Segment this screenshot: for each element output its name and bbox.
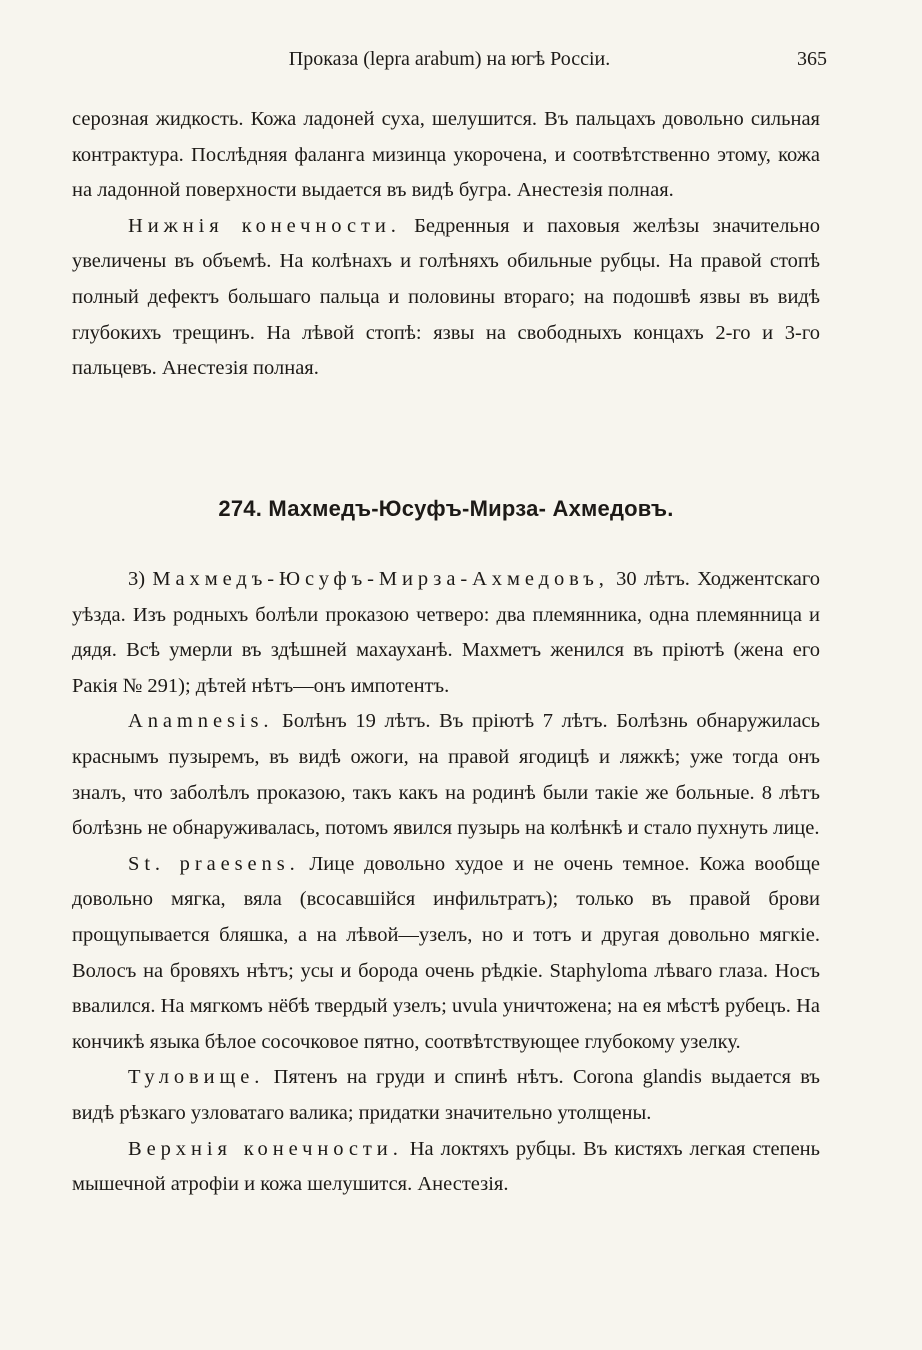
- paragraph-text: Бедренныя и паховыя желѣзы значительно увеличены въ объемѣ. На колѣнахъ и голѣняхъ обильные рубцы. На правой стопѣ полный дефектъ большаго пальца и половины втораго; на подошвѣ язвы въ видѣ глубокихъ трещинъ. На лѣвой стопѣ: язвы на свободныхъ концахъ 2-го и 3-го пальцевъ. Анестезія полная.: [72, 214, 820, 380]
- paragraph-lead: Нижнія конечности.: [128, 214, 401, 237]
- paragraph-lead: Верхнія конечности.: [128, 1137, 403, 1160]
- paragraph-upper-limbs: [72, 1132, 820, 1203]
- paragraph-text: Пятенъ на груди и спинѣ нѣтъ. Corona glandis выдается въ видѣ рѣзкаго узловатаго валика; придатки значительно утолщены.: [72, 1066, 820, 1124]
- page-number: 365: [797, 48, 827, 70]
- paragraph-status-praesens: [72, 847, 820, 1061]
- paragraph-lead: Туловище.: [128, 1066, 265, 1089]
- paragraph-continuation: серозная жидкость. Кожа ладоней суха, шелушится. Въ пальцахъ довольно сильная контрактура. Послѣдняя фаланга мизинца укорочена, и соотвѣтственно этому, кожа на ладонной поверхности выдается въ видѣ бугра. Анестезія полная.: [72, 108, 820, 202]
- paragraph-anamnesis: [72, 704, 820, 846]
- paragraph-text: Лице довольно худое и не очень темное. Кожа вообще довольно мягка, вяла (всосавшійся инфильтратъ); только въ правой брови прощупывается бляшка, а на лѣвой—узелъ, но и тотъ и другая довольно мягкіе. Волосъ на бровяхъ нѣтъ; усы и борода очень рѣдкіе. Staphyloma лѣваго глаза. Носъ ввалился. На мягкомъ нёбѣ твердый узелъ; uvula уничтожена; на ея мѣстѣ рубецъ. На кончикѣ языка бѣлое сосочковое пятно, соотвѣтствующее глубокому узелку.: [72, 852, 820, 1053]
- paragraph-lower-limbs: [72, 209, 820, 387]
- paragraph-text: Болѣнъ 19 лѣтъ. Въ пріютѣ 7 лѣтъ. Болѣзнь обнаружилась краснымъ пузыремъ, въ видѣ ожоги, на правой ягодицѣ и ляжкѣ; уже тогда онъ зналъ, что заболѣлъ проказою, такъ какъ на родинѣ были такіе же больные. 8 лѣтъ болѣзнь не обнаруживалась, потомъ явился пузырь на колѣнкѣ и стало пухнуть лице.: [72, 710, 820, 840]
- text-block-top: [72, 102, 820, 387]
- paragraph-lead: St. praesens.: [128, 852, 300, 875]
- paragraph-text: На локтяхъ рубцы. Въ кистяхъ легкая степень мышечной атрофіи и кожа шелушится. Анестезія.: [72, 1137, 820, 1196]
- case-heading: 274. Махмедъ-Юсуфъ-Мирза- Ахмедовъ.: [218, 496, 674, 521]
- running-title: Проказа (lepra arabum) на югѣ Россіи.: [288, 48, 611, 70]
- text-block-case: [72, 562, 820, 1203]
- paragraph-trunk: [72, 1060, 820, 1131]
- paragraph-intro: [72, 562, 820, 704]
- paragraph-lead: Anamnesis.: [128, 710, 274, 733]
- running-header: [72, 48, 827, 80]
- case-number: 3): [128, 568, 153, 590]
- paragraph-text: 30 лѣтъ. Ходжентскаго уѣзда. Изъ родныхъ болѣли проказою четверо: два племянника, одна племянница и дядя. Всѣ умерли въ здѣшней махауханѣ. Махметъ женился въ пріютѣ (жена его Ракія № 291); дѣтей нѣтъ—онъ импотентъ.: [72, 568, 820, 697]
- patient-name: Махмедъ-Юсуфъ-Мирза-Ахмедовъ,: [152, 568, 609, 590]
